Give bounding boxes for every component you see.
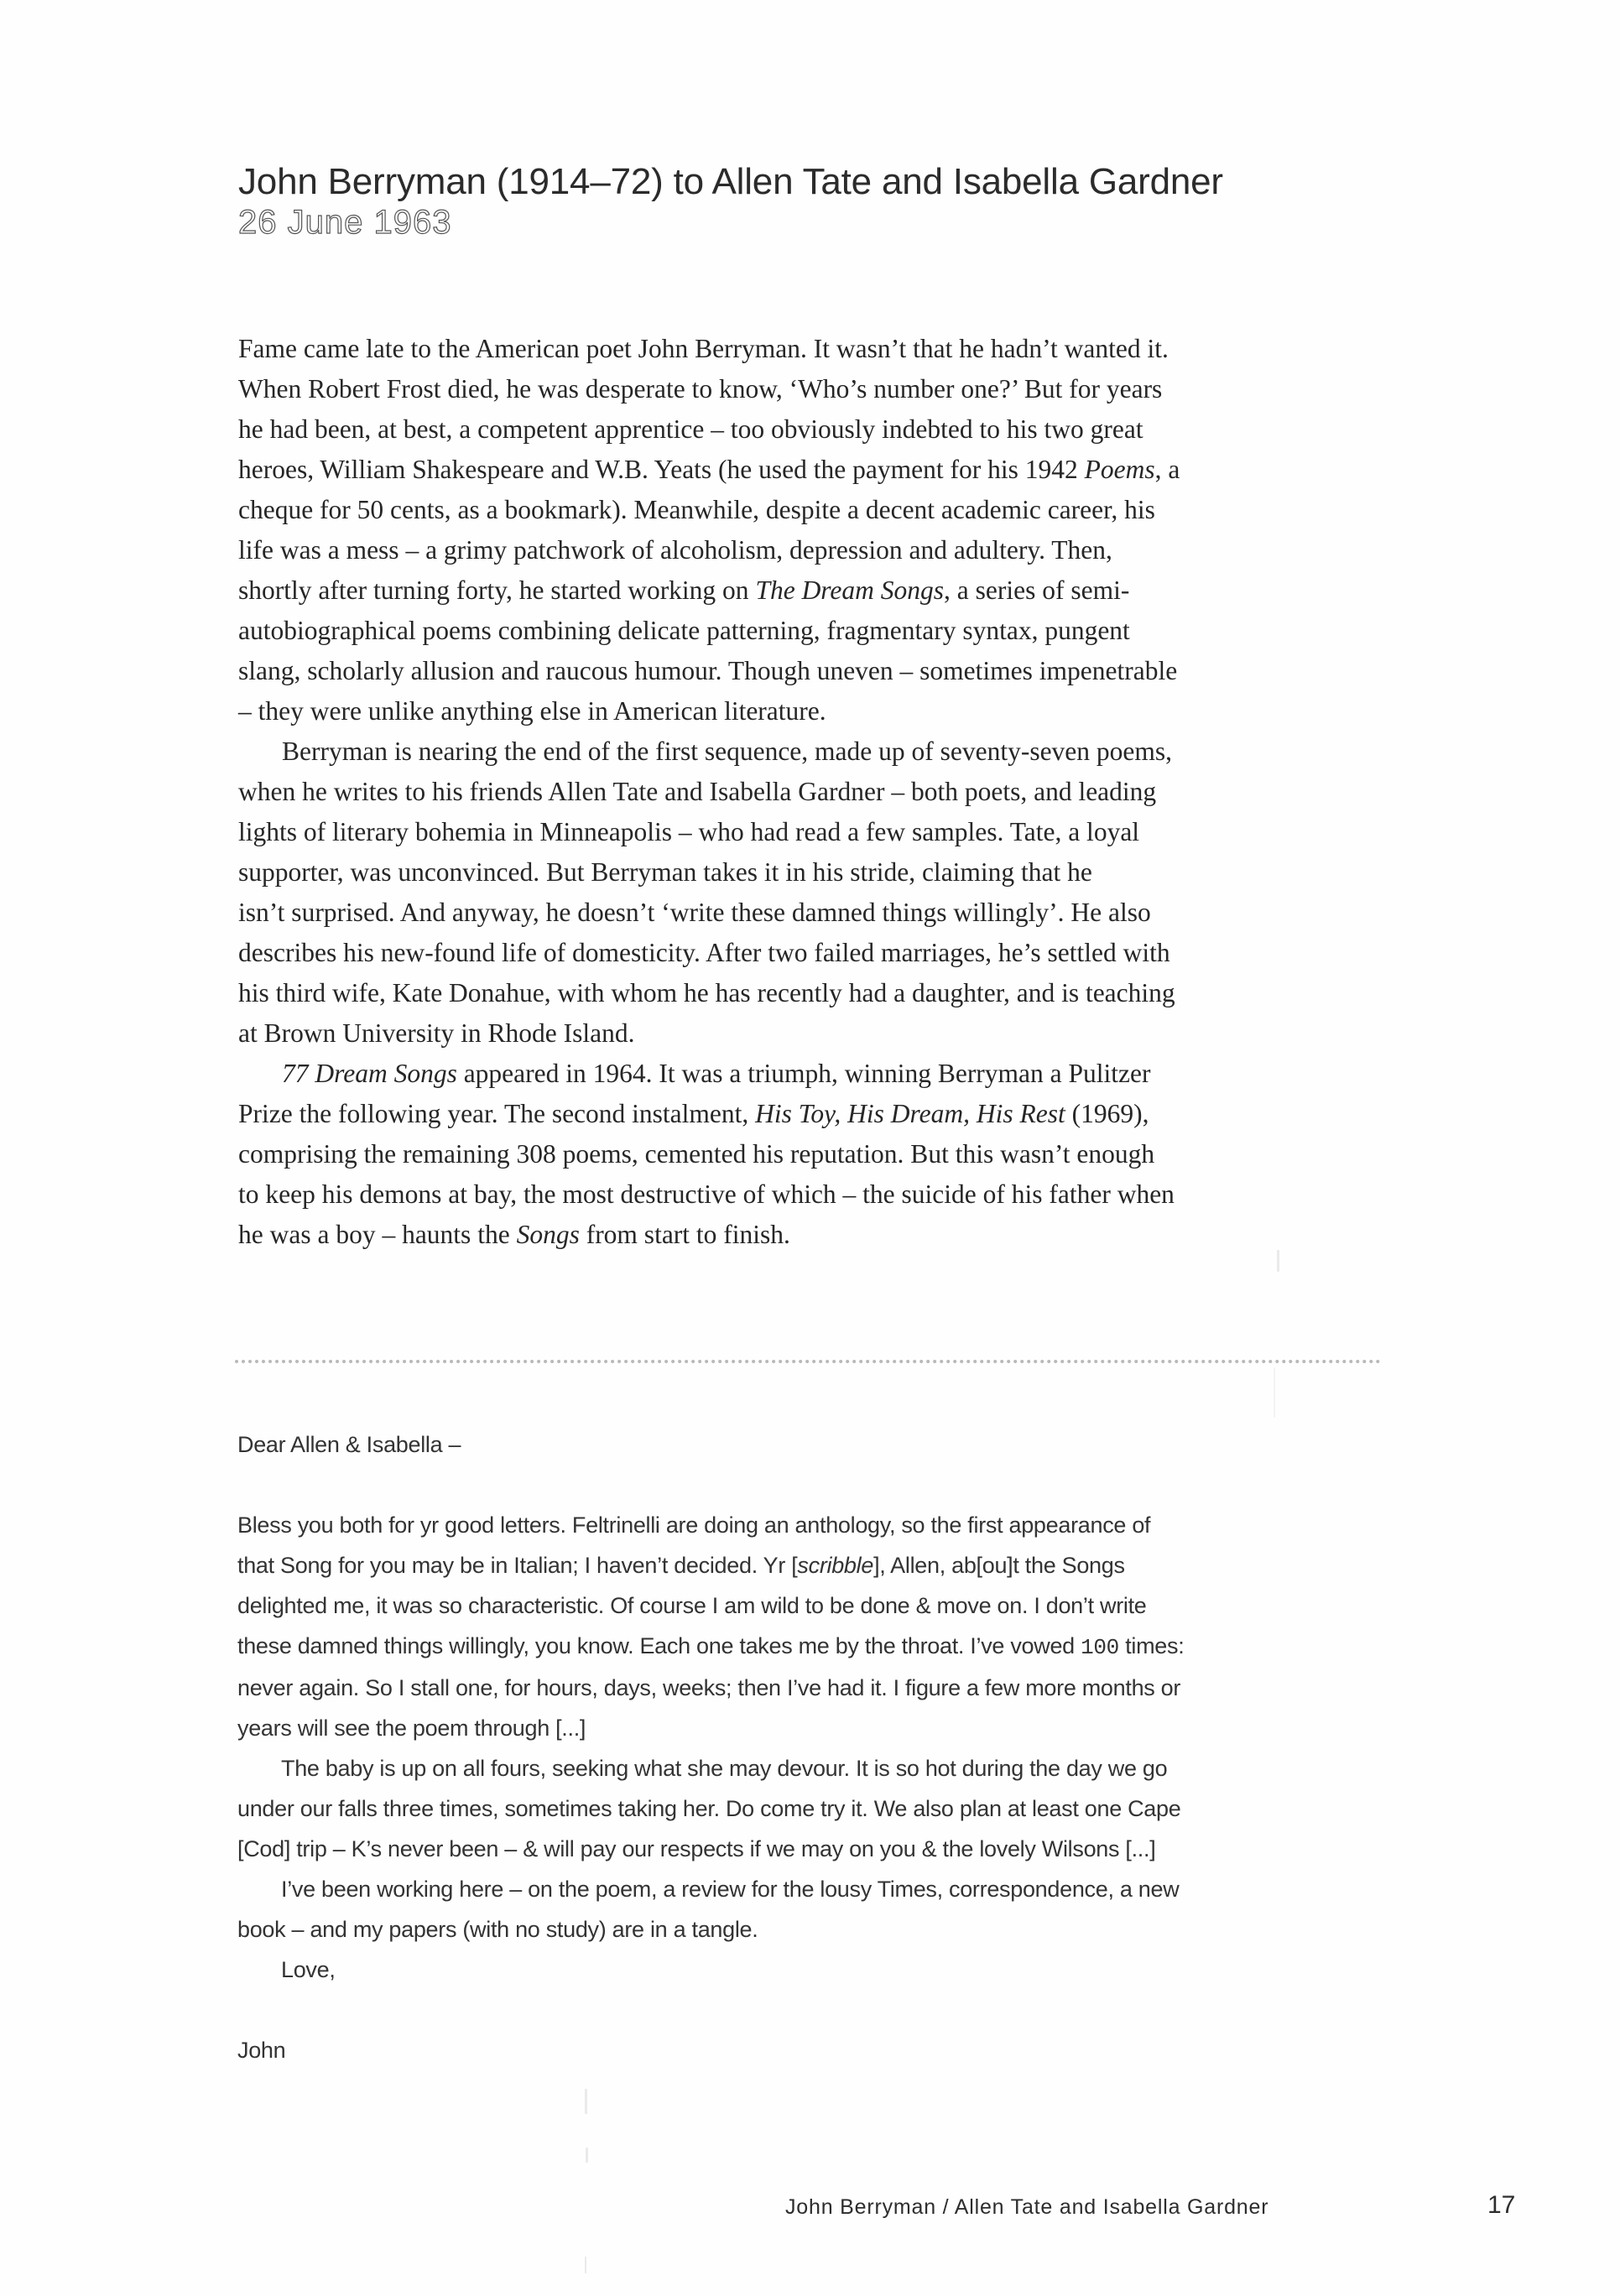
letter-closing: Love, (281, 1957, 336, 1982)
text-run: at Brown University in Rhode Island. (238, 1018, 635, 1048)
italic-text: The Dream Songs (755, 575, 945, 605)
text-run: never again. So I stall one, for hours, days, weeks; then I’ve had it. I figure a few more months or (237, 1675, 1181, 1700)
spacer (237, 1465, 1395, 1505)
text-run: shortly after turning forty, he started working on (238, 575, 756, 605)
italic-text: Songs (516, 1220, 580, 1249)
italic-text: Poems (1084, 455, 1155, 484)
text-run: ], Allen, ab[ou]t the Songs (873, 1553, 1125, 1578)
text-run: – they were unlike anything else in American literature. (238, 696, 826, 726)
text-run: Bless you both for yr good letters. Feltrinelli are doing an anthology, so the first appearance of (237, 1512, 1151, 1538)
text-run: from start to finish. (579, 1220, 790, 1249)
text-run: autobiographical poems combining delicate patterning, fragmentary syntax, pungent (238, 616, 1130, 645)
text-run: , a series of semi- (944, 575, 1130, 605)
text-line (237, 1505, 1395, 1545)
text-line (238, 570, 1379, 611)
text-run: times: (1119, 1633, 1185, 1658)
text-line (238, 973, 1379, 1013)
scan-artifact (585, 2257, 586, 2273)
text-run: slang, scholarly allusion and raucous humour. Though uneven – sometimes impenetrable (238, 656, 1178, 685)
page-title: John Berryman (1914–72) to Allen Tate and Isabella Gardner (238, 161, 1223, 202)
text-run: that Song for you may be in Italian; I haven’t decided. Yr [ (237, 1553, 798, 1578)
text-run: when he writes to his friends Allen Tate and Isabella Gardner – both poets, and leading (238, 777, 1157, 806)
text-run: comprising the remaining 308 poems, cemented his reputation. But this wasn’t enough (238, 1139, 1155, 1169)
text-run: delighted me, it was so characteristic. Of course I am wild to be done & move on. I don’t write (237, 1593, 1147, 1618)
text-run: his third wife, Kate Donahue, with whom he has recently had a daughter, and is teaching (238, 978, 1175, 1007)
text-run: , a (1154, 455, 1180, 484)
text-run: book – and my papers (with no study) are in a tangle. (237, 1917, 758, 1942)
text-line (238, 450, 1379, 490)
text-line (238, 369, 1379, 409)
text-line (238, 731, 1379, 772)
scan-artifact (586, 2148, 588, 2163)
text-run: (1969), (1065, 1099, 1149, 1128)
text-run: under our falls three times, sometimes taking her. Do come try it. We also plan at least one Cape (237, 1796, 1181, 1821)
text-run: life was a mess – a grimy patchwork of alcoholism, depression and adultery. Then, (238, 535, 1112, 565)
text-line (238, 1174, 1379, 1215)
text-line (237, 1829, 1395, 1869)
text-run: he was a boy – haunts the (238, 1220, 517, 1249)
text-run: The baby is up on all fours, seeking what she may devour. It is so hot during the day we go (281, 1756, 1168, 1781)
running-head: John Berryman / Allen Tate and Isabella Gardner (785, 2195, 1269, 2219)
text-line (238, 933, 1379, 973)
letter-body (237, 1424, 1395, 2070)
page-number: 17 (1487, 2191, 1516, 2219)
text-run: heroes, William Shakespeare and W.B. Yeats (he used the payment for his 1942 (238, 455, 1085, 484)
text-line (238, 1054, 1379, 1094)
text-run: Berryman is nearing the end of the first sequence, made up of seventy-seven poems, (282, 737, 1173, 766)
text-line (237, 1869, 1395, 1909)
text-line (238, 1215, 1379, 1255)
text-line (237, 1626, 1395, 1668)
scan-artifact (1274, 1367, 1275, 1418)
text-line (238, 490, 1379, 530)
italic-text: 77 Dream Songs (282, 1059, 457, 1088)
text-line (238, 1134, 1379, 1174)
text-run: he had been, at best, a competent apprentice – too obviously indebted to his two great (238, 414, 1143, 444)
letter-salutation: Dear Allen & Isabella – (237, 1432, 461, 1457)
text-line (237, 1668, 1395, 1708)
text-line (238, 409, 1379, 450)
text-line (238, 772, 1379, 812)
letter-paragraphs (237, 1505, 1395, 1950)
spacer (237, 1990, 1395, 2030)
text-line (237, 1909, 1395, 1950)
text-line (237, 1748, 1395, 1788)
italic-text: scribble (797, 1553, 874, 1578)
text-run: Prize the following year. The second instalment, (238, 1099, 756, 1128)
text-line (238, 611, 1379, 651)
dotted-separator (235, 1360, 1381, 1363)
text-run: years will see the poem through [...] (237, 1715, 586, 1741)
text-line (238, 812, 1379, 852)
text-run: [Cod] trip – K’s never been – & will pay our respects if we may on you & the lovely Wilsons [...] (237, 1836, 1156, 1861)
text-line (238, 530, 1379, 570)
text-line (237, 1788, 1395, 1829)
scan-artifact (585, 2089, 587, 2114)
text-run: describes his new-found life of domesticity. After two failed marriages, he’s settled with (238, 938, 1170, 967)
text-line (237, 1708, 1395, 1748)
text-line (238, 893, 1379, 933)
text-run: these damned things willingly, you know. Each one takes me by the throat. I’ve vowed (237, 1633, 1081, 1658)
text-run: isn’t surprised. And anyway, he doesn’t ‘write these damned things willingly’. He also (238, 898, 1151, 927)
text-run: supporter, was unconvinced. But Berryman takes it in his stride, claiming that he (238, 857, 1092, 887)
text-run: lights of literary bohemia in Minneapolis – who had read a few samples. Tate, a loyal (238, 817, 1140, 846)
text-line (237, 1585, 1395, 1626)
letter-heading (238, 161, 1396, 242)
text-line (238, 1094, 1379, 1134)
text-line (237, 1545, 1395, 1585)
italic-text: His Toy, His Dream, His Rest (755, 1099, 1065, 1128)
text-run: appeared in 1964. It was a triumph, winning Berryman a Pulitzer (456, 1059, 1151, 1088)
text-line (238, 651, 1379, 691)
text-run: to keep his demons at bay, the most destructive of which – the suicide of his father when (238, 1179, 1175, 1209)
letter-date: 26 June 1963 (238, 204, 452, 241)
text-line (238, 691, 1379, 731)
text-run: 100 (1081, 1635, 1119, 1660)
letter-signature: John (237, 2038, 286, 2063)
text-line (238, 1013, 1379, 1054)
text-run: cheque for 50 cents, as a bookmark). Meanwhile, despite a decent academic career, his (238, 495, 1155, 524)
text-line (238, 329, 1379, 369)
text-run: Fame came late to the American poet John Berryman. It wasn’t that he hadn’t wanted it. (238, 334, 1169, 363)
text-run: I’ve been working here – on the poem, a review for the lousy Times, correspondence, a new (281, 1877, 1180, 1902)
editorial-introduction (238, 329, 1379, 1255)
text-line (238, 852, 1379, 893)
text-run: When Robert Frost died, he was desperate to know, ‘Who’s number one?’ But for years (238, 374, 1163, 403)
